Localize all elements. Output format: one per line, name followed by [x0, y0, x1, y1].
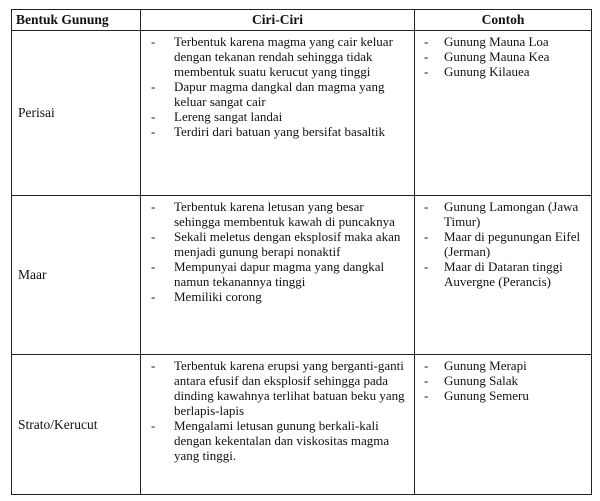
- volcano-table: [11, 9, 592, 495]
- list-item: - Terbentuk karena letusan yang besar sehingga membentuk kawah di puncaknya: [141, 199, 410, 229]
- header-contoh: Contoh: [415, 10, 592, 31]
- table-row: [12, 196, 592, 355]
- contoh-cell: [415, 196, 592, 355]
- list-item: - Dapur magma dangkal dan magma yang keluar sangat cair: [141, 79, 410, 109]
- table-row: [12, 31, 592, 196]
- list-item: - Maar di pegunungan Eifel (Jerman): [415, 229, 587, 259]
- list-item: - Maar di Dataran tinggi Auvergne (Perancis): [415, 259, 587, 289]
- list-item: - Gunung Kilauea: [415, 64, 587, 79]
- table-row: [12, 355, 592, 495]
- row-name-maar: Maar: [12, 196, 141, 355]
- list-item: - Lereng sangat landai: [141, 109, 410, 124]
- header-ciri: Ciri-Ciri: [141, 10, 415, 31]
- list-item: - Gunung Mauna Kea: [415, 49, 587, 64]
- list-item: - Gunung Salak: [415, 373, 587, 388]
- list-item: - Gunung Lamongan (Jawa Timur): [415, 199, 587, 229]
- ciri-cell: [141, 355, 415, 495]
- ciri-cell: [141, 196, 415, 355]
- list-item: - Mengalami letusan gunung berkali-kali dengan kekentalan dan viskositas magma yang tinggi.: [141, 418, 410, 463]
- list-item: - Gunung Merapi: [415, 358, 587, 373]
- list-item: - Sekali meletus dengan eksplosif maka akan menjadi gunung berapi nonaktif: [141, 229, 410, 259]
- row-name-strato: Strato/Kerucut: [12, 355, 141, 495]
- contoh-cell: [415, 355, 592, 495]
- list-item: - Gunung Semeru: [415, 388, 587, 403]
- header-row: [12, 10, 592, 31]
- contoh-cell: [415, 31, 592, 196]
- list-item: - Mempunyai dapur magma yang dangkal namun tekanannya tinggi: [141, 259, 410, 289]
- header-bentuk: Bentuk Gunung: [12, 10, 141, 31]
- ciri-cell: [141, 31, 415, 196]
- list-item: - Terdiri dari batuan yang bersifat basaltik: [141, 124, 410, 139]
- list-item: - Gunung Mauna Loa: [415, 34, 587, 49]
- list-item: - Terbentuk karena erupsi yang berganti-ganti antara efusif dan eksplosif sehingga pada dinding kawahnya terlihat batuan beku yang berlapis-lapis: [141, 358, 410, 418]
- row-name-perisai: Perisai: [12, 31, 141, 196]
- list-item: - Memiliki corong: [141, 289, 410, 304]
- list-item: - Terbentuk karena magma yang cair keluar dengan tekanan rendah sehingga tidak membentuk suatu kerucut yang tinggi: [141, 34, 410, 79]
